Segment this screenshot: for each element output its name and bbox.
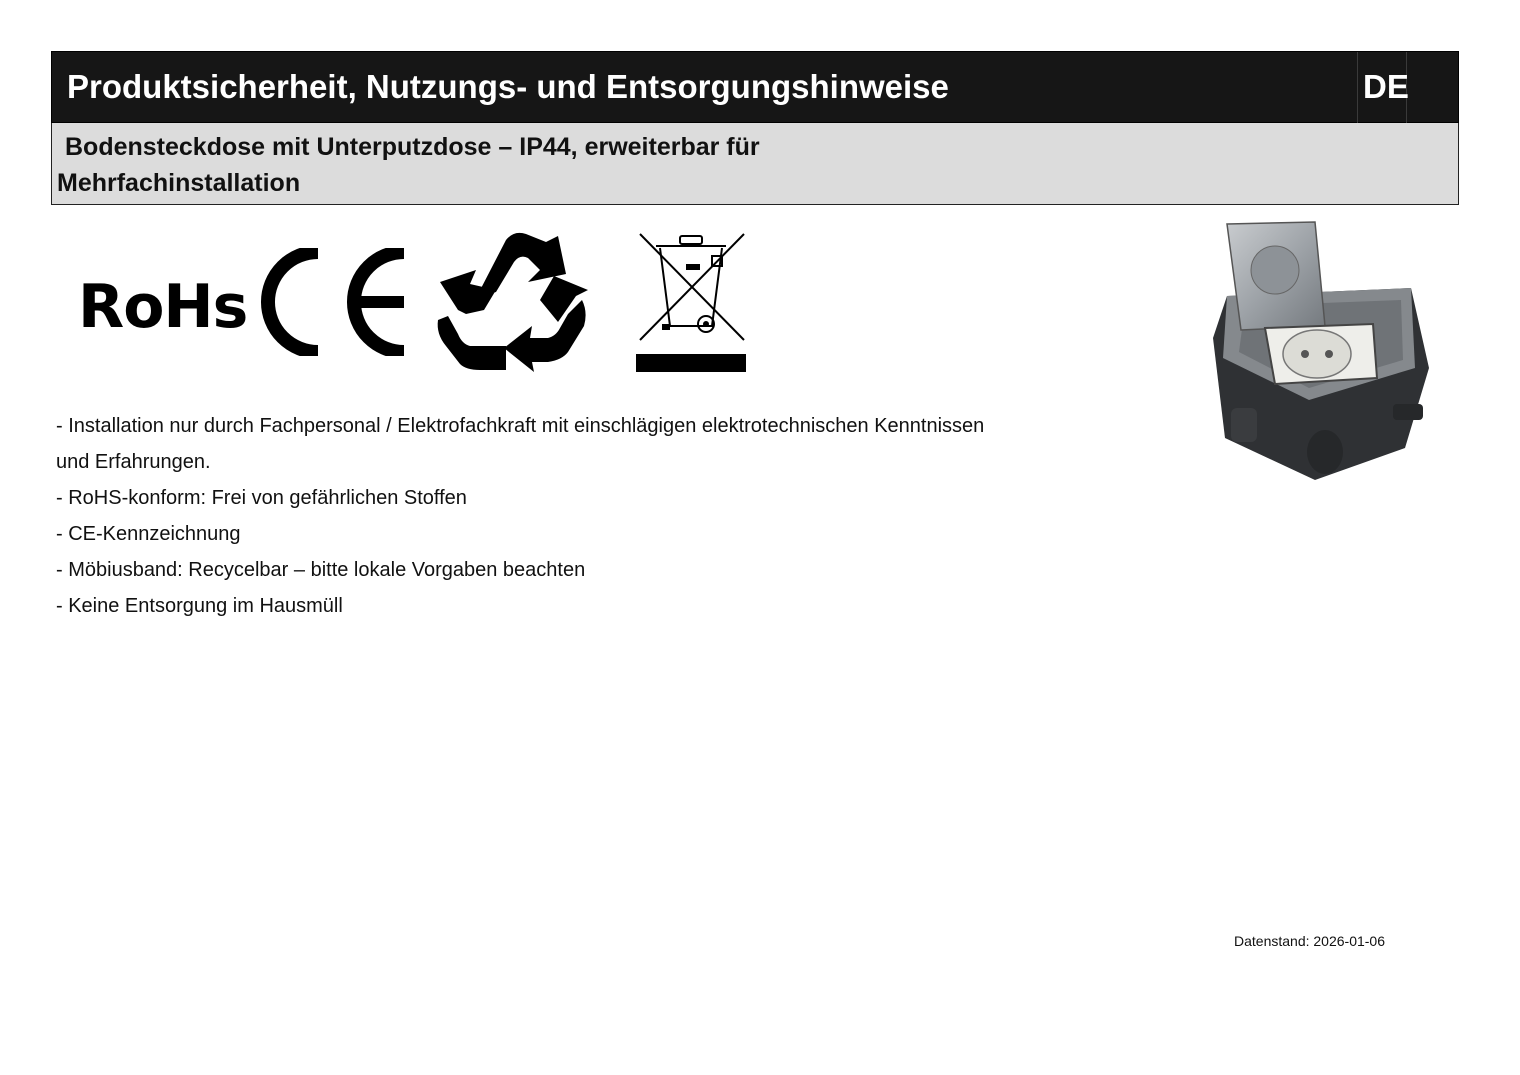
note-item: - Möbiusband: Recycelbar – bitte lokale Vorgaben beachten <box>56 559 586 581</box>
product-title-box <box>51 123 1459 205</box>
note-item: - CE-Kennzeichnung <box>56 523 241 545</box>
rohs-icon: RoHs <box>78 272 248 342</box>
data-date: Datenstand: 2026-01-06 <box>1234 933 1385 949</box>
note-item: und Erfahrungen. <box>56 451 211 473</box>
crossed-out-wheelie-bin-icon <box>636 230 748 375</box>
language-badge <box>1357 52 1407 124</box>
safety-notes <box>56 408 984 624</box>
note-item: - Installation nur durch Fachpersonal / Elektrofachkraft mit einschlägigen elektrotechnischen Kenntnissen <box>56 415 985 437</box>
ce-mark-icon <box>256 248 408 356</box>
page-title: Produktsicherheit, Nutzungs- und Entsorgungshinweise <box>67 68 949 105</box>
note-item: - RoHS-konform: Frei von gefährlichen Stoffen <box>56 487 467 509</box>
note-item: - Keine Entsorgung im Hausmüll <box>56 595 343 617</box>
product-title <box>57 129 760 201</box>
product-title-line-2: Mehrfachinstallation <box>57 169 301 197</box>
product-title-line-1: Bodensteckdose mit Unterputzdose – IP44, erweiterbar für <box>65 133 760 161</box>
recycle-icon <box>436 230 588 375</box>
language-code: DE <box>1363 68 1409 105</box>
floor-socket-product-image <box>1205 218 1435 483</box>
header-bar <box>51 51 1459 123</box>
